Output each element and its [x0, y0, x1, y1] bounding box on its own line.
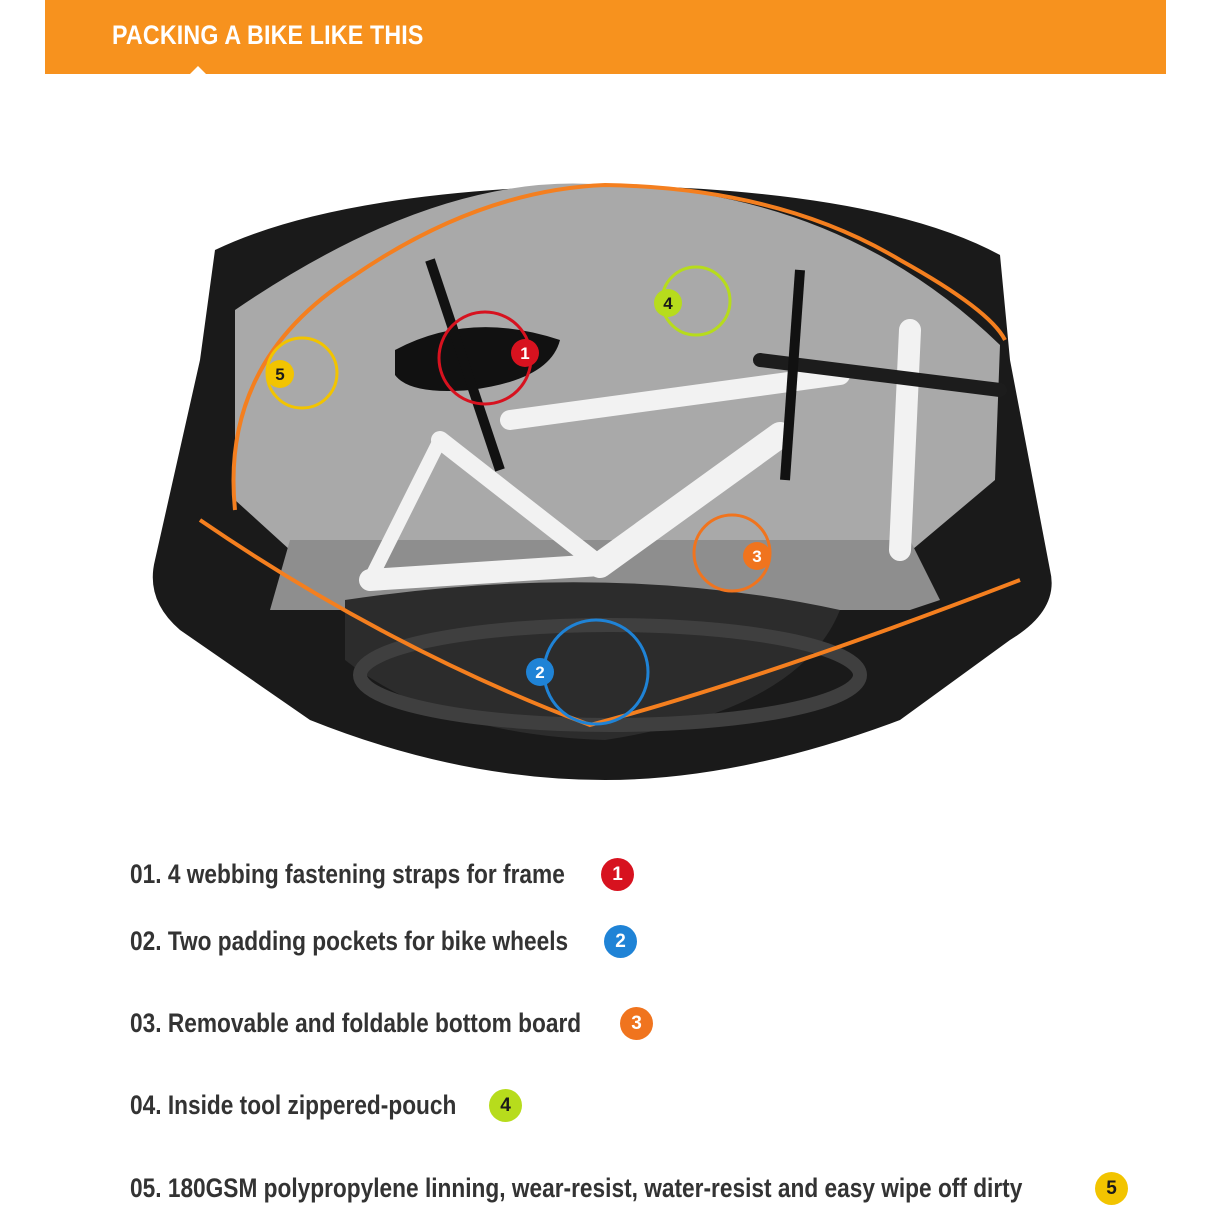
feature-text-5: 05. 180GSM polypropylene linning, wear-resist, water-resist and easy wipe off dirty: [130, 1173, 1023, 1203]
feature-item-5: [130, 1172, 1128, 1205]
photo-badge-1: [511, 339, 539, 367]
svg-text:2: 2: [535, 663, 545, 682]
badge-4-icon: 4: [489, 1089, 522, 1122]
svg-text:5: 5: [275, 365, 285, 384]
badge-2-icon: 2: [604, 925, 637, 958]
svg-text:1: 1: [520, 344, 530, 363]
badge-1-icon: 1: [601, 858, 634, 891]
header-notch: [190, 66, 206, 74]
svg-text:4: 4: [663, 294, 673, 313]
svg-text:3: 3: [752, 547, 762, 566]
header-banner: [45, 0, 1166, 74]
feature-text-3: 03. Removable and foldable bottom board: [130, 1008, 582, 1038]
photo-badge-2: [526, 658, 554, 686]
photo-badge-5: [266, 360, 294, 388]
feature-text-2: 02. Two padding pockets for bike wheels: [130, 926, 569, 956]
photo-badge-4: [654, 289, 682, 317]
bike-bag-photo: [140, 180, 1070, 800]
feature-item-1: [130, 858, 634, 891]
feature-item-3: [130, 1007, 653, 1040]
page-title: PACKING A BIKE LIKE THIS: [112, 20, 424, 50]
badge-5-icon: 5: [1095, 1172, 1128, 1205]
feature-text-4: 04. Inside tool zippered-pouch: [130, 1090, 457, 1120]
badge-3-icon: 3: [620, 1007, 653, 1040]
photo-badge-3: [743, 542, 771, 570]
feature-item-2: [130, 925, 637, 958]
feature-text-1: 01. 4 webbing fastening straps for frame: [130, 859, 565, 889]
feature-item-4: [130, 1089, 522, 1122]
